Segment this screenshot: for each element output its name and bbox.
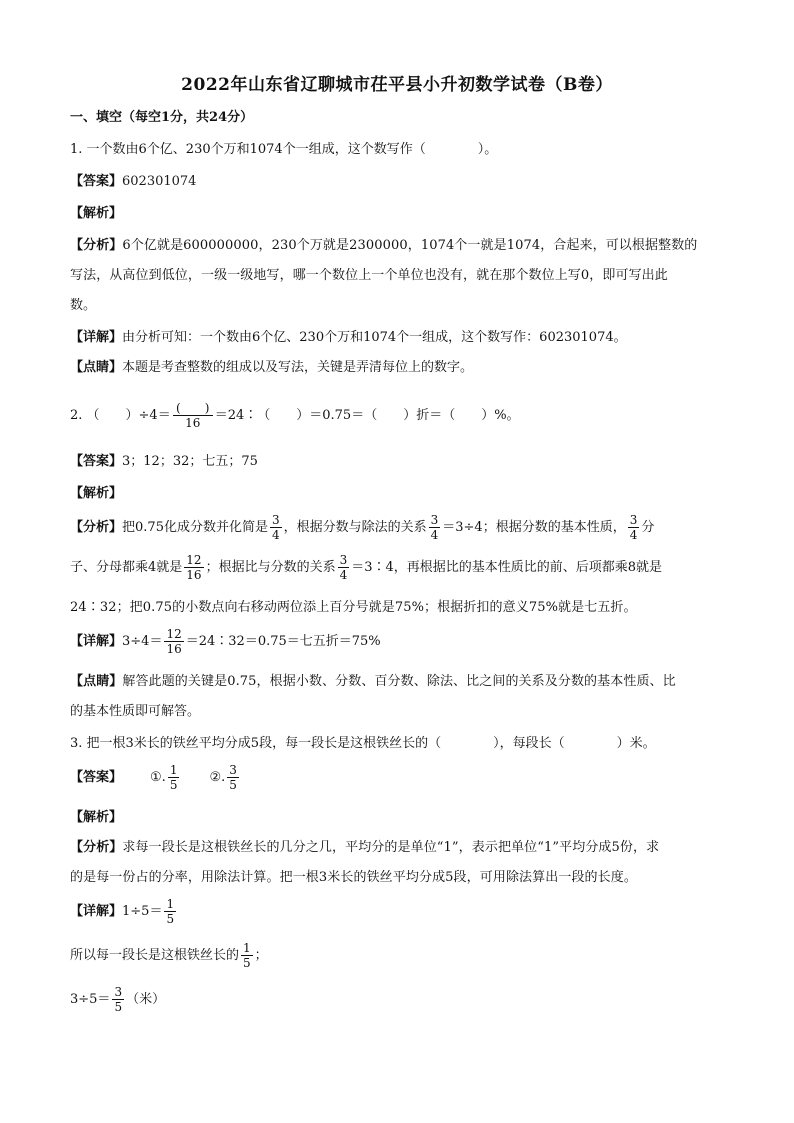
q1-answer: 602301074 [122, 174, 197, 189]
q1-analysis-tag: 【解析】 [70, 206, 123, 221]
q3-detail-line [70, 894, 730, 930]
fraction-3-4 [338, 553, 350, 582]
fraction-1-5 [164, 897, 176, 926]
q3-analysis-tag: 【解析】 [70, 810, 123, 825]
q1-detail: 由分析可知：一个数由6个亿、230个万和1074个一组成，这个数写作：602301074。 [122, 330, 627, 345]
q1-fenxi-text1: 6个亿就是600000000，230个万就是2300000，1074个一就是1074，合起来，可以根据整数的 [122, 238, 698, 253]
q2-fenxi-text: 把0.75化成分数并化简是 [122, 520, 268, 535]
q1-answer-line [70, 172, 730, 192]
section-heading: 一、填空（每空1分，共24分） [70, 110, 254, 125]
q1-fenxi-line1 [70, 236, 730, 256]
fraction-denominator: 4 [629, 528, 638, 542]
fraction-denominator: 4 [339, 568, 348, 582]
q1-point-line [70, 358, 730, 378]
q1-point: 本题是考查整数的组成以及写法，关键是弄清每位上的数字。 [122, 360, 474, 375]
q3-answer-marker-1: ①. [150, 770, 166, 785]
fraction-numerator: 3 [339, 553, 348, 567]
fraction-numerator: 12 [166, 627, 182, 641]
fenxi-tag: 【分析】 [70, 840, 123, 855]
q2-point-text: 解答此题的关键是0.75，根据小数、分数、百分数、除法、比之间的关系及分数的基本性质、比 [122, 674, 676, 689]
point-tag: 【点睛】 [70, 674, 123, 689]
fraction-denominator: 5 [169, 778, 178, 792]
q3-fenxi-line1 [70, 838, 730, 858]
fraction-numerator: 1 [169, 763, 178, 777]
fraction-denominator: 5 [166, 912, 175, 926]
page-title: 2022年山东省辽聊城市茌平县小升初数学试卷（B卷） [181, 75, 613, 95]
fraction-denominator: 16 [186, 568, 202, 582]
q3-answer-line [70, 760, 730, 796]
fraction-3-4 [270, 513, 282, 542]
answer-tag: 【答案】 [70, 454, 123, 469]
q2-fenxi-text: 分 [641, 520, 655, 535]
q3-line3-unit: （米） [126, 992, 166, 1007]
q1-stem: 1. 一个数由6个亿、230个万和1074个一组成，这个数写作（ ）。 [70, 142, 498, 157]
q2-fenxi-text: 子、分母都乘4就是 [70, 560, 183, 575]
fraction-denominator: 5 [243, 956, 251, 970]
q3-line2-text: 所以每一段长是这根铁丝长的 [70, 948, 240, 963]
fraction-1-5 [241, 941, 253, 970]
q2-fenxi-text: ＝3∶4，再根据比的基本性质比的前、后项都乘8就是 [351, 560, 663, 575]
q3-line2 [70, 938, 730, 974]
fraction-3-4 [628, 513, 640, 542]
q1-detail-line [70, 328, 730, 348]
answer-tag: 【答案】 [70, 174, 123, 189]
q3-line3 [70, 982, 730, 1018]
fenxi-tag: 【分析】 [70, 238, 123, 253]
detail-tag: 【详解】 [70, 634, 123, 649]
fraction-denominator: 5 [114, 1000, 123, 1014]
q3-answer-marker-2: ②. [209, 770, 226, 785]
fraction-3-4 [429, 513, 441, 542]
q2-fenxi-text: ，根据分数与除法的关系 [283, 520, 427, 535]
fraction-numerator: 12 [186, 553, 202, 567]
q2-fenxi-text: ＝3÷4；根据分数的基本性质， [442, 520, 626, 535]
q2-analysis-tag: 【解析】 [70, 486, 123, 501]
q3-line2-end: ； [254, 948, 268, 963]
q2-stem-a: 2. （ ）÷4＝ [70, 408, 171, 423]
q3-stem: 3. 把一根3米长的铁丝平均分成5段，每一段长是这根铁丝长的（ ），每段长（ ）米。 [70, 736, 656, 751]
fraction-denominator: 16 [166, 642, 182, 656]
fraction-numerator: 1 [243, 941, 251, 955]
q2-point-line2: 的基本性质即可解答。 [70, 704, 201, 719]
fraction-12-16 [164, 627, 183, 656]
q3-answer-fraction-2 [227, 763, 239, 792]
q2-point-line1 [70, 672, 730, 692]
q2-detail-text: 3÷4＝ [122, 634, 163, 649]
point-tag: 【点睛】 [70, 360, 123, 375]
fraction-denominator: 4 [271, 528, 280, 542]
q2-fenxi-text: ；根据比与分数的关系 [205, 560, 336, 575]
q2-fenxi-line3: 24∶32；把0.75的小数点向右移动两位添上百分号就是75%；根据折扣的意义75%就是七五折。 [70, 600, 637, 615]
q2-fenxi-line2 [70, 550, 730, 586]
q2-stem-fraction [173, 401, 213, 430]
fraction-numerator: 1 [166, 897, 175, 911]
q2-detail-line [70, 624, 730, 660]
q3-answer-fraction-1 [168, 763, 180, 792]
fraction-numerator: 3 [430, 513, 439, 527]
q3-line3-text: 3÷5＝ [70, 992, 111, 1007]
fraction-numerator: 3 [229, 763, 237, 777]
fraction-12-16 [184, 553, 203, 582]
fraction-numerator: 3 [114, 985, 123, 999]
q2-detail-text: ＝24∶32＝0.75＝七五折＝75% [185, 634, 381, 649]
fraction-numerator: 3 [271, 513, 280, 527]
fenxi-tag: 【分析】 [70, 520, 123, 535]
q1-fenxi-line3: 数。 [70, 298, 97, 313]
q2-answer: 3；12；32；七五；75 [122, 454, 258, 469]
detail-tag: 【详解】 [70, 904, 123, 919]
q3-fenxi-text: 求每一段长是这根铁丝长的几分之几，平均分的是单位“1”，表示把单位“1”平均分成5份，求 [122, 840, 660, 855]
q1-fenxi-line2: 写法，从高位到低位，一级一级地写，哪一个数位上一个单位也没有，就在那个数位上写0，即可写出此 [70, 268, 668, 283]
fraction-denominator: 5 [229, 778, 237, 792]
q2-stem-b: ＝24∶（ ）＝0.75＝（ ）折＝（ ）%。 [214, 408, 520, 423]
q2-fenxi-line1 [70, 510, 730, 546]
q3-fenxi-line2: 的是每一份占的分率，用除法计算。把一根3米长的铁丝平均分成5段，可用除法算出一段的长度。 [70, 870, 637, 885]
fraction-numerator: ( ) [173, 401, 213, 416]
detail-tag: 【详解】 [70, 330, 123, 345]
fraction-numerator: 3 [629, 513, 638, 527]
q3-detail-text: 1÷5＝ [122, 904, 163, 919]
q2-stem [70, 396, 730, 436]
fraction-3-5 [112, 985, 124, 1014]
answer-tag: 【答案】 [70, 770, 123, 785]
fraction-denominator: 4 [430, 528, 439, 542]
fraction-denominator: 16 [185, 416, 201, 430]
q2-answer-line [70, 452, 730, 472]
